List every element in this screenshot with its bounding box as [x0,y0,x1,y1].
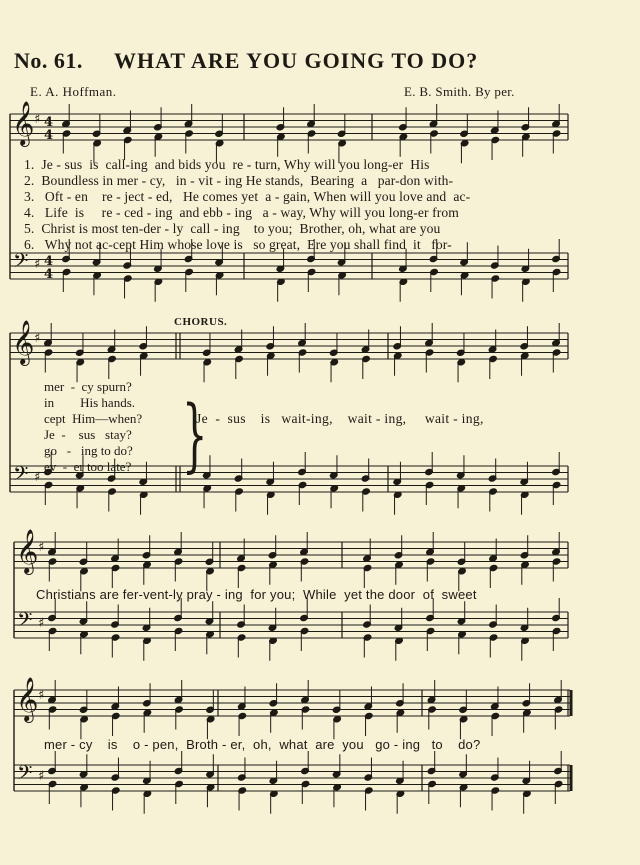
chorus-lyric-line-3: mer - cy is o - pen, Broth - er, oh, what are you go - ing to do? [44,737,481,752]
hymn-number: No. 61. [14,48,83,73]
chorus-lyric-line-2: Christians are fer-vent-ly pray - ing for you; While yet the door of sweet [36,587,477,602]
sharp-sign: ♯ [38,769,45,784]
sharp-sign: ♯ [34,331,41,346]
verse-ending: go - ing to do? [44,443,133,458]
time-signature: 4 [44,254,54,269]
author-credit: E. A. Hoffman. [30,84,117,99]
sharp-sign: ♯ [38,540,45,555]
sharp-sign: ♯ [34,470,41,485]
treble-clef: 𝄞 [16,677,39,721]
treble-clef: 𝄞 [12,101,35,145]
verse-ending: cept Him—when? [44,411,143,426]
time-signature: 4 [44,267,54,282]
verse-line: 4. Life is re - ced - ing and ebb - ing a - way, Why will you long-er from [24,205,459,220]
chorus-lyric-line-1: Je - sus is wait-ing, wait - ing, wait - ing, [196,411,484,426]
time-signature: 4 [44,128,54,143]
treble-clef: 𝄞 [12,320,35,364]
verse-line: 6. Why not ac-cept Him whose love is so great, Ere you shall find it for- [24,237,452,252]
bass-clef: 𝄢 [13,249,29,277]
verse-line: 3. Oft - en re - ject - ed, He comes yet a - gain, When will you love and ac- [24,189,471,204]
verse-line: 5. Christ is most ten-der - ly call - ing to you; Brother, oh, what are you [24,221,441,236]
sharp-sign: ♯ [38,688,45,703]
sharp-sign: ♯ [38,616,45,631]
bass-clef: 𝄢 [13,462,29,490]
verse-line: 2. Boundless in mer - cy, in - vit - ing He stands, Bearing a par-don with- [24,173,454,188]
time-signature: 4 [44,115,54,130]
verse-ending: in His hands. [44,395,135,410]
chorus-label: CHORUS. [174,316,228,328]
verse-line: 1. Je - sus is call-ing and bids you re - turn, Why will you long-er His [24,157,430,172]
bass-clef: 𝄢 [17,608,33,636]
bass-clef: 𝄢 [17,761,33,789]
treble-clef: 𝄞 [16,529,39,573]
verse-ending: mer - cy spurn? [44,379,132,394]
verse-ending: Je - sus stay? [44,427,132,442]
hymn-title: WHAT ARE YOU GOING TO DO? [114,48,479,73]
verse-ending-brace: } [182,387,208,481]
verse-ending: ev - er too late? [44,459,132,474]
sharp-sign: ♯ [34,257,41,272]
composer-credit: E. B. Smith. By per. [404,84,515,99]
sharp-sign: ♯ [34,112,41,127]
